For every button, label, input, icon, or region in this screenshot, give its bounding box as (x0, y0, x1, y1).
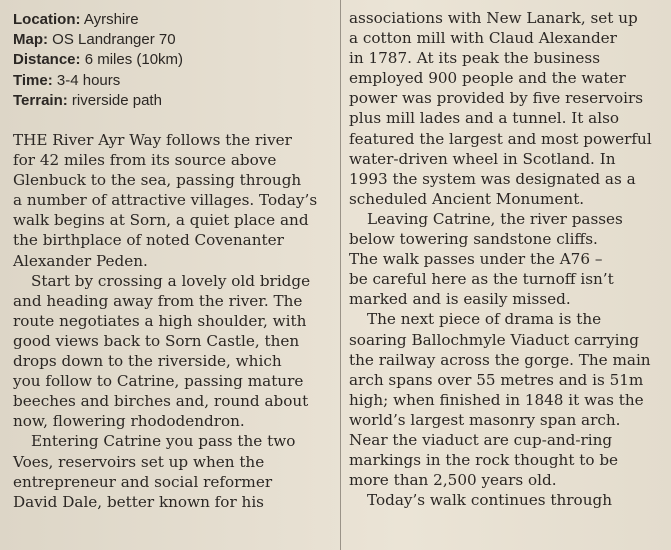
text-line: the railway across the gorge. The main (349, 350, 651, 369)
fact-value: OS Landranger 70 (48, 31, 176, 49)
right-column (349, 0, 661, 510)
text-line: Glenbuck to the sea, passing through (13, 171, 302, 190)
text-line: THE River Ayr Way follows the river (13, 131, 292, 150)
left-column (13, 0, 335, 512)
fact-value: riverside path (67, 91, 162, 109)
fact-time (13, 71, 335, 91)
text-line: more than 2,500 years old. (349, 471, 557, 490)
text-line: soaring Ballochmyle Viaduct carrying (349, 330, 640, 349)
text-line: markings in the rock thought to be (349, 451, 619, 470)
fact-value: 6 miles (10km) (80, 51, 184, 69)
text-line: you follow to Catrine, passing mature (13, 372, 304, 391)
text-line: The walk passes under the A76 – (349, 250, 603, 269)
article-body-right (349, 8, 661, 510)
text-line: a cotton mill with Claud Alexander (349, 29, 617, 48)
text-line: Start by crossing a lovely old bridge (31, 271, 311, 290)
text-line: The next piece of drama is the (367, 310, 602, 329)
text-line: below towering sandstone cliffs. (349, 230, 598, 249)
text-line: and heading away from the river. The (13, 291, 303, 310)
text-line: featured the largest and most powerful (349, 129, 652, 148)
text-line: arch spans over 55 metres and is 51m (349, 370, 644, 389)
text-line: plus mill lades and a tunnel. It also (349, 109, 620, 128)
text-line: Alexander Peden. (13, 251, 148, 270)
fact-key: Terrain: (13, 91, 68, 109)
text-line: now, flowering rhododendron. (13, 412, 245, 431)
fact-value: 3-4 hours (52, 71, 121, 89)
fact-key: Map: (13, 31, 48, 49)
fact-key: Time: (13, 71, 53, 89)
text-line: be careful here as the turnoff isn’t (349, 270, 614, 289)
fact-map (13, 30, 335, 50)
fact-value: Ayrshire (80, 11, 139, 28)
text-line: world’s largest masonry span arch. (349, 410, 621, 429)
walk-facts-box (13, 10, 335, 111)
text-line: walk begins at Sorn, a quiet place and (13, 211, 309, 230)
text-line: Entering Catrine you pass the two (31, 432, 296, 451)
fact-distance (13, 50, 335, 70)
text-line: scheduled Ancient Monument. (349, 189, 585, 208)
text-line: Leaving Catrine, the river passes (367, 209, 623, 228)
text-line: power was provided by five reservoirs (349, 89, 644, 108)
text-line: the birthplace of noted Covenanter (13, 231, 284, 250)
text-line: water-driven wheel in Scotland. In (349, 149, 616, 168)
fact-location (13, 10, 335, 30)
text-line: 1993 the system was designated as a (349, 169, 636, 188)
article-body-left (13, 130, 335, 512)
fact-terrain (13, 91, 335, 111)
text-line: David Dale, better known for his (13, 492, 264, 511)
text-line: drops down to the riverside, which (13, 352, 282, 371)
text-line: employed 900 people and the water (349, 69, 626, 88)
text-line: associations with New Lanark, set up (349, 9, 638, 27)
fact-key: Distance: (13, 51, 81, 69)
fact-key: Location: (13, 11, 81, 28)
text-line: marked and is easily missed. (349, 290, 571, 309)
text-line: Today’s walk continues through (367, 491, 612, 510)
text-line: beeches and birches and, round about (13, 392, 309, 411)
column-divider (340, 0, 341, 550)
text-line: route negotiates a high shoulder, with (13, 311, 307, 330)
text-line: for 42 miles from its source above (13, 151, 277, 170)
text-line: a number of attractive villages. Today’s (13, 191, 318, 210)
text-line: good views back to Sorn Castle, then (13, 331, 300, 350)
text-line: entrepreneur and social reformer (13, 472, 273, 491)
text-line: high; when finished in 1848 it was the (349, 390, 644, 409)
text-line: Voes, reservoirs set up when the (13, 452, 265, 471)
text-line: Near the viaduct are cup-and-ring (349, 430, 613, 449)
text-line: in 1787. At its peak the business (349, 49, 600, 68)
